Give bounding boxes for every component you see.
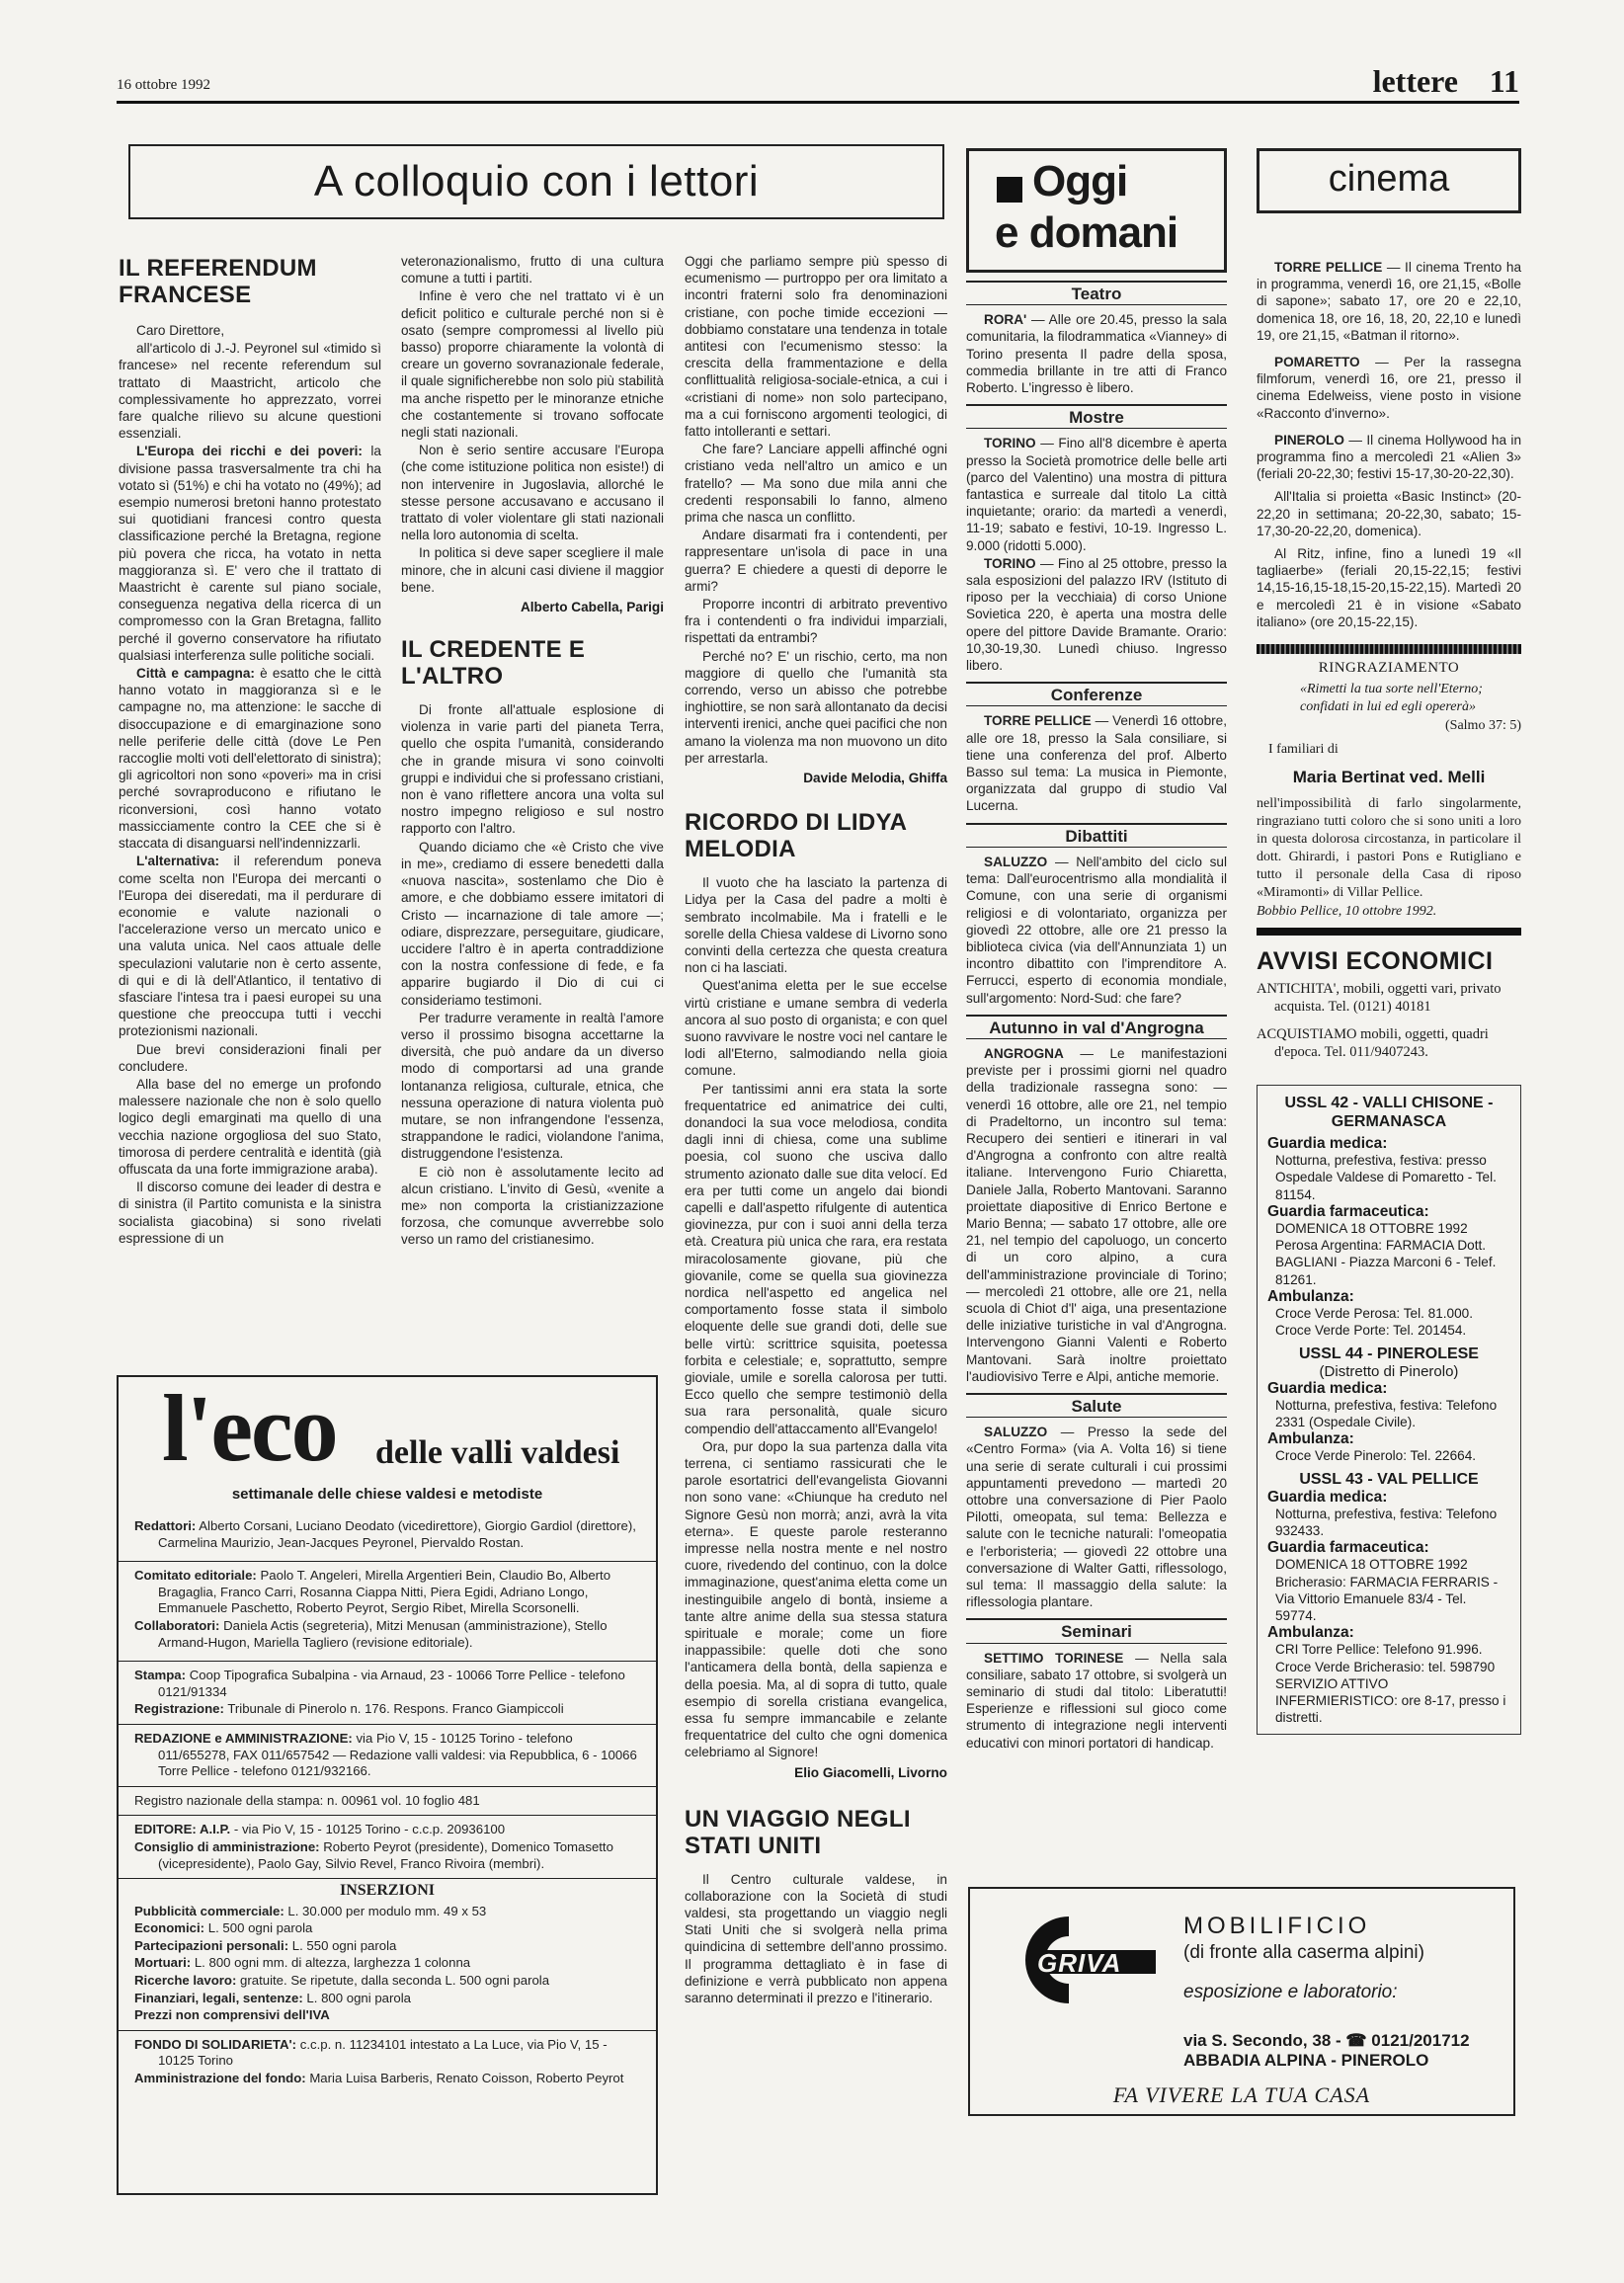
eco-inserzione: [134, 1920, 640, 1937]
credente-signature: Davide Melodia, Ghiffa: [803, 771, 947, 786]
avviso-item: ACQUISTIAMO mobili, oggetti, quadri d'epoca. Tel. 011/9407243.: [1257, 1026, 1489, 1061]
oggi-item-text: — Presso la sede del «Centro Forma» (via A. Volta 16) si tiene una serie di serate culturali i cui prossimi appuntamenti prevedono — martedì 20 ottobre una conversazione di Pier Paolo Pilotti, omeopata, sul tema: Bellezza e salute con le tecniche naturali: l'omeopatia e l'erboristeria; — giovedì 22 ottobre una conversazione di Walter Gatti, riflessologo, sul tema: Il massaggio della salute: la riflessologia plantare.: [966, 1425, 1227, 1610]
eco-inserzione: [134, 2007, 640, 2024]
eco-inserzione: [134, 1904, 640, 1920]
ringraziamento-body: nell'impossibilità di farlo singolarmente, ringraziano tutti coloro che si sono uniti a loro in questa dolorosa circostanza, in particolare il dott. Ghirardi, i pastori Pons e Rutigliano e tutto il personale della Casa di riposo «Miramonti» di Villar Pellice.: [1257, 796, 1521, 901]
referendum-p5: Due brevi considerazioni finali per concludere.: [119, 1041, 381, 1074]
eco-fondo-text: c.c.p. n. 11234101 intestato a La Luce, via Pio V, 15 - 10125 Torino: [158, 2036, 608, 2069]
eco-consiglio-text: Roberto Peyrot (presidente), Domenico Tomasetto (vicepresidente), Paolo Gay, Silvio Revel, Franco Rivoira (membri).: [158, 1838, 613, 1871]
eco-logo-main: l'eco: [162, 1375, 337, 1481]
ringraziamento-intro: I familiari di: [1268, 742, 1339, 758]
ringraziamento-quote: «Rimetti la tua sorte nell'Eterno; confidati in lui ed egli opererà»: [1300, 682, 1483, 715]
ricordo-p2: Quest'anima eletta per le sue eccelse virtù cristiane e umane sembra di vederla ancora al suo posto di organista; e con quel suono ravvivare le nostre voci nel cantare le lodi all'Eterno, salmodiando nella gioia comune.: [685, 978, 947, 1079]
oggi-section: [966, 404, 1227, 674]
eco-inserzione-text: L. 30.000 per modulo mm. 49 x 53: [287, 1903, 487, 1918]
eco-redattori: [134, 1518, 640, 1551]
cinema-item: [1257, 259, 1521, 344]
eco-inserzione-text: L. 800 ogni mm. di altezza, larghezza 1 colonna: [194, 1955, 471, 1971]
oggi-icon: [997, 177, 1022, 203]
eco-collaboratori-label: Collaboratori:: [134, 1617, 220, 1633]
colloquio-banner: [128, 144, 944, 219]
cinema: [1257, 148, 1521, 1735]
oggi-section: [966, 1015, 1227, 1385]
ringraziamento-title: RINGRAZIAMENTO: [1318, 660, 1460, 677]
oggi-section-heading: Dibattiti: [966, 823, 1227, 848]
ussl-entry-label: Guardia farmaceutica:: [1267, 1539, 1429, 1557]
viaggio-title: UN VIAGGIO NEGLI STATI UNITI: [685, 1805, 911, 1859]
eco-inserzione-label: Pubblicità commerciale:: [134, 1903, 284, 1918]
eco-stampa-text: Coop Tipografica Subalpina - via Arnaud, 23 - 10066 Torre Pellice - telefono 0121/91334: [158, 1668, 625, 1699]
oggi-section-heading: Mostre: [966, 404, 1227, 429]
oggi-section-heading: Seminari: [966, 1618, 1227, 1643]
referendum-salutation: Caro Direttore,: [136, 323, 225, 338]
credente-p4: E ciò non è assolutamente lecito ad alcun cristiano. L'invito di Gesù, «venite a me» non comporta la cristianizzazione forzosa, che comunque avverrebbe solo verso un ramo del cristianesimo.: [401, 1164, 664, 1248]
eco-amm-fondo-text: Maria Luisa Barberis, Renato Coisson, Roberto Peyrot: [309, 2071, 624, 2086]
ussl-entry: [1267, 1135, 1510, 1203]
eco-redazione: [134, 1731, 640, 1780]
cinema-item: All'Italia si proietta «Basic Instinct» (20-22,20 in settimana; 20-22,30, sabato; 15-17,30-20-22,20, domenica).: [1257, 489, 1521, 538]
eco-subtitle: settimanale delle chiese valdesi e metodiste: [231, 1486, 543, 1503]
cinema-title: cinema: [1328, 158, 1450, 200]
eco-amm-fondo: [134, 2071, 640, 2087]
eco-comitato-label: Comitato editoriale:: [134, 1568, 257, 1584]
oggi-item-place: SETTIMO TORINESE: [984, 1650, 1124, 1666]
credente-p3: Per tradurre veramente in realtà l'amore verso il prossimo bisogna accettarne la diversità, che può andare da un diverso modo di comportarsi ad una grande lontananza religiosa, culturale, etnica, che nessuna operazione di natura violenta può mutare, se non infrangendone l'essenza, strappandone le radici, violandone l'anima, distruggendone l'esistenza.: [401, 1010, 664, 1162]
referendum-p11: In politica si deve saper scegliere il male minore, che in alcuni casi diviene il maggior bene.: [401, 545, 664, 595]
header-date: 16 ottobre 1992: [117, 77, 210, 93]
header-section: lettere: [1372, 63, 1458, 99]
ricordo-signature: Elio Giacomelli, Livorno: [794, 1764, 947, 1780]
cinema-item: [1257, 354, 1521, 422]
griva-logo: [1000, 1911, 1158, 2009]
ussl-entry: [1267, 1288, 1510, 1340]
referendum-p1: all'articolo di J.-J. Peyronel sul «timido sì francese» nel recente referendum sul trattato di Maastricht, articolo che complessivamente ho apprezzato, vorrei fare qualche rilievo su alcune questioni essenziali.: [119, 341, 381, 442]
oggi-item-text: — Fino all'8 dicembre è aperta presso la Società promotrice delle belle arti (parco del Valentino) una mostra di pittura fantastica e surreale dal titolo La città inquietante; orario: da martedì a venerdì, 11-19; sabato e festivi, 10-19. Ingresso L. 9.000 (ridotti 5.000).: [966, 436, 1227, 553]
oggi-section-heading: Conferenze: [966, 682, 1227, 706]
ussl-entry-label: Ambulanza:: [1267, 1624, 1354, 1642]
oggi-section: [966, 281, 1227, 396]
ringraziamento: [1257, 644, 1521, 936]
referendum-p2: [119, 443, 381, 664]
page-number: 11: [1489, 63, 1519, 99]
cinema-item: Al Ritz, infine, fino a lunedì 19 «Il tagliaerbe» (feriali 20,15-22,15; festivi 14,15-16,15-18,15-20,15-22,15). Martedì 20 e mercoledì 21 è in visione «Sabato italiano» (ore 20,15-22,15).: [1257, 546, 1521, 629]
cinema-item-text: — Il cinema Hollywood ha in programma fino a mercoledì 21 «Alien 3» (feriali 20-22,30; festivi 15-17,30-20-22,30).: [1257, 432, 1522, 482]
ussl-entry: [1267, 1489, 1510, 1540]
ussl-entry-label: Ambulanza:: [1267, 1430, 1354, 1448]
oggi-item-text: — Nella sala consiliare, sabato 17 ottobre, si svolgerà un seminario di studi dal titolo: Liberatutti! Esperienze e riflessioni sul gioco come strumento di integrazione negli interventi educativi con minori portatori di handicap.: [966, 1650, 1228, 1751]
oggi-item-place: TORINO: [984, 436, 1036, 451]
eco-collaboratori-text: Daniela Actis (segreteria), Mitzi Menusan (amministrazione), Stello Armand-Hugon, Mariella Tagliero (revisione editoriale).: [158, 1617, 608, 1650]
oggi-title-line1: Oggi: [1032, 157, 1128, 205]
griva-logo-text: GRIVA: [1037, 1948, 1122, 1978]
ussl43-title: USSL 43 - VAL PELLICE: [1299, 1470, 1479, 1488]
oggi-item: [966, 712, 1227, 814]
oggi-section: [966, 823, 1227, 1007]
eco-stampa-label: Stampa:: [134, 1668, 187, 1683]
avvisi-economici: [1257, 947, 1521, 1061]
column-3: [685, 253, 947, 2007]
eco-inserzione: [134, 1991, 640, 2007]
eco-redazione-label: REDAZIONE e AMMINISTRAZIONE:: [134, 1730, 353, 1746]
eco-inserzione-label: Mortuari:: [134, 1955, 192, 1971]
oggi-item: [966, 555, 1227, 674]
referendum-p2-label: L'Europa dei ricchi e dei poveri:: [136, 444, 363, 459]
oggi-section-heading: Salute: [966, 1393, 1227, 1418]
ussl-entry: [1267, 1624, 1510, 1726]
griva-address: via S. Secondo, 38 - ☎ 0121/201712: [1183, 2031, 1470, 2050]
eco-inserzione-label: Ricerche lavoro:: [134, 1973, 237, 1989]
oggi-item-place: SALUZZO: [984, 1425, 1048, 1440]
referendum-p7: Il discorso comune dei leader di destra e di sinistra (il Partito comunista e la sinistra socialista giacobina) si sono rivelati espressione di un: [119, 1180, 381, 1246]
griva-line1: esposizione e laboratorio:: [1183, 1982, 1398, 2002]
ussl-entry-label: Guardia farmaceutica:: [1267, 1202, 1429, 1220]
oggi-item-text: — Nell'ambito del ciclo sul tema: Dall'eurocentrismo alla mondialità il Comune, con una serie di organismi religiosi e di volontariato, organizza per giovedì 22 ottobre, alle ore 21 presso la biblioteca civica (via dell'Annunziata 1) un incontro dibattito con l'imprenditore A. Ferrucci, esperto di economia mondiale, sull'argomento: Nord-Sud: che fare?: [966, 854, 1228, 1006]
referendum-p2-text: la divisione passa trasversalmente tra chi ha votato sì (51%) e chi ha votato no (49%); ad esempio numerosi bretoni hanno protestato sui quotidiani francesi contro questa classificazione perché la Bretagna, regione più povera che ricca, ha votato in netta maggioranza sì. E' vero che il trattato di Maastricht è carente sul piano sociale, conseguenza negativa della ricerca di un compromesso con la Gran Bretagna, fallito perché il governo conservatore ha rifiutato qualsiasi interferenza sulle politiche sociali.: [119, 444, 381, 663]
oggi-item-place: ANGROGNA: [984, 1045, 1064, 1061]
eco-logo: [134, 1375, 640, 1482]
credente-p1: Di fronte all'attuale esplosione di violenza in varie parti del pianeta Terra, quello che ospita l'umanità, considerando che in grande misura vi sono coinvolti gruppi e individui che si professano cristiani, non è vano riflettere ancora una volta sul nostro impegno religioso e sul nostro rapporto con l'altro.: [401, 702, 664, 837]
oggi-item-text: — Venerdì 16 ottobre, alle ore 18, presso la Sala consiliare, si tiene una conferenza del prof. Alberto Basso sul tema: La musica in Piemonte, organizzata dal gruppo di studio Val Lucerna.: [966, 713, 1227, 814]
eco-inserzione-label: Partecipazioni personali:: [134, 1937, 289, 1953]
eco-comitato: [134, 1568, 640, 1617]
oggi-section-heading: Autunno in val d'Angrogna: [966, 1015, 1227, 1039]
eco-fondo: [134, 2037, 640, 2070]
credente-p6: Che fare? Lanciare appelli affinché ogni cristiano veda nell'altro un amico e un fratello? — Ma sono due mila anni che credenti responsabili lo fanno, almeno prima che nasca un conflitto.: [685, 442, 947, 526]
oggi-sections: [966, 281, 1227, 1752]
viaggio-p1: Il Centro culturale valdese, in collaborazione con la Società di studi valdesi, sta progettando un viaggio negli Stati Uniti che si svolgerà nella prima quindicina di settembre dell'anno prossimo. Il programma dettagliato è in fase di definizione e verrà pubblicato non appena saranno determinati il prezzo e l'itinerario.: [685, 1871, 947, 2006]
ussl-entry-label: Guardia medica:: [1267, 1135, 1388, 1153]
eco-consiglio: [134, 1839, 640, 1872]
oggi-item-place: TORRE PELLICE: [984, 713, 1092, 729]
eco-inserzione-text: L. 500 ogni parola: [207, 1920, 313, 1936]
cinema-item-text: — Per la rassegna filmforum, venerdì 16, ore 21, presso il cinema Edelweiss, viene posto in visione «Racconto d'inverno».: [1257, 355, 1521, 421]
eco-inserzioni-title: INSERZIONI: [339, 1882, 436, 1900]
referendum-title: IL REFERENDUM FRANCESE: [119, 255, 317, 308]
referendum-p3-label: Città e campagna:: [136, 666, 255, 682]
eco-inserzione: [134, 1955, 640, 1972]
ussl44-title: USSL 44 - PINEROLESE: [1299, 1345, 1479, 1362]
eco-redazione-text: via Pio V, 15 - 10125 Torino - telefono 011/655278, FAX 011/657542 — Redazione valli valdesi: via Repubblica, 6 - 10066 Torre Pellice - telefono 0121/932166.: [158, 1730, 637, 1779]
avvisi-title: AVVISI ECONOMICI: [1257, 947, 1494, 976]
eco-registro: Registro nazionale della stampa: n. 00961 vol. 10 foglio 481: [134, 1792, 480, 1808]
oggi-item-text: — Fino al 25 ottobre, presso la sala esposizioni del palazzo IRV (Istituto di riposo per la vecchiaia) di corso Unione Sovietica 220, è aperta una mostra delle opere del pittore Davide Bramante. Orario: 10,30-19,30. Lunedì chiuso. Ingresso libero.: [966, 555, 1227, 674]
referendum-p3: [119, 665, 381, 852]
credente-p5: Oggi che parliamo sempre più spesso di ecumenismo — purtroppo per ora limitato a incontri fraterni solo fra denominazioni cristiane, con poche timide eccezioni — dobbiamo constatare una tendenza in totale antitesi con l'ecumenismo stesso: la crescita della frammentazione e della conflittualità religiosa-sociale-etnica, a cui i «cristiani di nome» non solo partecipano, ma a cui forniscono argomenti teologici, di fatto intolleranti e settari.: [685, 254, 947, 440]
referendum-p6: Alla base del no emerge un profondo malessere nazionale che non è solo quello logico degli emarginati ma quello di una vecchia nazione orgogliosa del suo Stato, timorosa di perdere centralità e identità (già offuscata da una forte immigrazione araba).: [119, 1076, 381, 1177]
oggi-section: [966, 1393, 1227, 1610]
oggi-item: [966, 1424, 1227, 1610]
eco-inserzione-label: Economici:: [134, 1920, 205, 1936]
eco-inserzione-text: L. 800 ogni parola: [306, 1990, 412, 2005]
ussl-entry-text: Notturna, prefestiva, festiva: presso Ospedale Valdese di Pomaretto - Tel. 81154.: [1275, 1153, 1497, 1202]
ussl-entry-label: Guardia medica:: [1267, 1379, 1388, 1397]
referendum-p3-text: è esatto che le città hanno votato in maggioranza sì e le campagne no, ma attenzione: le sacche di disoccupazione e di emarginazione sono nelle periferie delle città (dove Le Pen raccoglie molti voti dell'elettorato di sinistra); gli agricoltori non sono «poveri» ma in crisi perché sovraproducono e rifiutano le riconversioni, così hanno votato massicciamente contro la CEE che si è staccata di disanguarsi nell'indennizzarli.: [119, 666, 381, 852]
eco-fondo-label: FONDO DI SOLIDARIETA':: [134, 2036, 297, 2052]
eco-consiglio-label: Consiglio di amministrazione:: [134, 1838, 320, 1854]
eco-amm-fondo-label: Amministrazione del fondo:: [134, 2071, 306, 2086]
eco-registrazione: [134, 1701, 640, 1718]
oggi-item: [966, 854, 1227, 1007]
griva-slogan: FA VIVERE LA TUA CASA: [1112, 2082, 1371, 2107]
ussl43-list: [1267, 1489, 1510, 1727]
cinema-item-place: PINEROLO: [1274, 432, 1344, 448]
eco-inserzione-text: gratuite. Se ripetute, dalla seconda L. 500 ogni parola: [240, 1973, 550, 1989]
referendum-p4-text: il referendum poneva come scelta non l'Europa dei mercanti o l'Europa dei diseredati, ma il perdurare di economie e valute nazionali o l'accelerazione verso un mercato unico e una valuta unica. Nel caos attuale delle speculazioni valutarie non è certo assente, di qui e di là dell'Atlantico, il tentativo di sfasciare l'intesa tra i paesi europei su una questione che preoccupa tutti i vecchi protezionismi nazionali.: [119, 854, 381, 1039]
griva-sub: (di fronte alla caserma alpini): [1183, 1942, 1424, 1963]
ricordo-title: RICORDO DI LIDYA MELODIA: [685, 809, 907, 863]
cinema-item-text: — Il cinema Trento ha in programma, venerdì 16, ore 21,15, «Bolle di sapone»; sabato 17, ore 20 e 22,10, domenica 18, ore 16, 18, 20, 22,10 e lunedì 19, ore 21,15, «Batman il ritorno».: [1257, 260, 1522, 343]
eco-editore-text: - via Pio V, 15 - 10125 Torino - c.c.p. 20936100: [233, 1822, 506, 1837]
oggi-item: [966, 311, 1227, 396]
referendum-p4-label: L'alternativa:: [136, 854, 220, 869]
referendum-signature: Alberto Cabella, Parigi: [520, 600, 664, 615]
ussl-entry-text: Croce Verde Perosa: Tel. 81.000. Croce Verde Porte: Tel. 201454.: [1275, 1306, 1474, 1339]
oggi-item: [966, 1045, 1227, 1385]
column-2: [401, 253, 664, 1250]
eco-registrazione-text: Tribunale di Pinerolo n. 176. Respons. Franco Giampiccoli: [227, 1701, 564, 1717]
eco-inserzione: [134, 1938, 640, 1955]
ussl-entry-text: Croce Verde Pinerolo: Tel. 22664.: [1275, 1448, 1477, 1464]
ringraziamento-bar: [1257, 644, 1521, 654]
griva-city: ABBADIA ALPINA - PINEROLO: [1183, 2051, 1429, 2070]
eco-redattori-label: Redattori:: [134, 1518, 197, 1533]
ussl-entry-text: Notturna, prefestiva, festiva: Telefono 932433.: [1275, 1506, 1498, 1538]
oggi-item-place: SALUZZO: [984, 854, 1048, 869]
credente-p9: Perché no? E' un rischio, certo, ma non maggiore di quello che l'umanità sta correndo, verso un abisso che potrebbe inghiottire, se non sarà allontanato da decisi interventi irenici, anche quei pacifici che non amano la violenza ma non muovono un dito per arrestarla.: [685, 648, 947, 766]
article-referendum: [119, 255, 381, 1248]
avviso-item: ANTICHITA', mobili, oggetti vari, privato acquista. Tel. (0121) 40181: [1257, 981, 1502, 1016]
cinema-item-place: POMARETTO: [1274, 355, 1360, 370]
eco-logo-rest: delle valli valdesi: [375, 1434, 620, 1471]
ussl-box: [1257, 1085, 1521, 1735]
cinema-list: [1257, 259, 1521, 630]
credente-p2: Quando diciamo che «è Cristo che vive in me», crediamo di essere benedetti dalla «nuova nascita», sostenlamo che Dio è amore, e che dobbiamo essere imitatori di Cristo — incarnazione di tale amore —; odiare, disprezzare, perseguitare, giudicare, uccidere l'altro è in aperta contraddizione con la nostra confessione di fede, e fa apparire bugiardo il Dio di cui ci consideriamo testimoni.: [401, 839, 664, 1008]
referendum-p4: [119, 853, 381, 1039]
oggi-section-heading: Teatro: [966, 281, 1227, 305]
ussl44-sub: (Distretto di Pinerolo): [1319, 1362, 1459, 1380]
referendum-p8: veteronazionalismo, frutto di una cultura comune a tutti i partiti.: [401, 254, 664, 286]
ringraziamento-name: Maria Bertinat ved. Melli: [1292, 768, 1486, 787]
eco-inserzione-label: Prezzi non comprensivi dell'IVA: [134, 2007, 330, 2023]
eco-inserzioni-list: [134, 1904, 640, 2024]
oggi-item-place: RORA': [984, 312, 1027, 328]
griva-name: MOBILIFICIO: [1183, 1913, 1371, 1939]
oggi-item-text: — Alle ore 20.45, presso la sala comunitaria, la filodrammatica «Vianney» di Torino presenta Il padre della sposa, commedia brillante in tre atti di Franco Roberto. L'ingresso è libero.: [966, 312, 1227, 396]
ussl-entry-text: Notturna, prefestiva, festiva: Telefono 2331 (Ospedale Civile).: [1275, 1397, 1498, 1429]
ricordo-p4: Ora, pur dopo la sua partenza dalla vita terrena, ci sentiamo rassicurati che le parole esortatrici dell'evangelista Giovanni non sono vane: «Chiunque ha creduto nel Signore Gesù non morrà; anzi, avrà la vita eterna». E queste parole resteranno impresse nella nostra mente e nel nostro cuore, rivedendo del continuo, con la dolce immaginazione, quest'anima eletta come un inestinguibile angelo di bontà, insieme a tante altre anime della sua stessa statura spirituale e morale; come un fiore inappassibile: quelle doti che sono l'anticamera della bontà, della sapienza e della poesia. Ma, al di sopra di tutto, quale esempio di sorella cristiana evangelica, essa fu sempre immancabile e zelante frequentatrice del culto che ogni domenica celebriamo al Signore!: [685, 1438, 947, 1760]
eco-stampa: [134, 1668, 640, 1700]
ussl-entry: [1267, 1539, 1510, 1624]
eco-collaboratori: [134, 1618, 640, 1651]
ricordo-p3: Per tantissimi anni era stata la sorte frequentatrice ed animatrice dei culti, donandoci la sua voce melodiosa, condita dagli inni di chiesa, come una sublime poesia, col suono che usciva dallo strumento azionato dalle sue dita velocí. Ed era per tutti come un angelo dai biondi capelli e dall'aspetto rifulgente di autentica giovinezza, pur con i suoi anni della terza età. Creatura più unica che rara, era restata miracolosamente giovane, più che giovanile, come se quella sua giovinezza nordica nell'aspetto ed angelica nel comportamento fosse stata il simbolo eloquente delle sue grandi doti, delle sue belle virtù: scrittrice squisita, poetessa forbita e celestiale; e, soprattutto, sempre gioviale, umile e sorella calorosa per tutti. Ecco quello che sempre testimoniò della sua rara personalità, quale sicuro compendio dell'attaccamento all'Evangelo!: [685, 1081, 947, 1436]
ussl42-title: USSL 42 - VALLI CHISONE - GERMANASCA: [1284, 1095, 1494, 1131]
referendum-p9: Infine è vero che nel trattato vi è un deficit politico e culturale perché non si è osato (sempre compromessi al livello più basso) proporre chiaramente la volontà di creare un governo sovranazionale federale, il quale significherebbe non solo più stabilità ma anche rispetto per le minoranze etniche che costantemente si trovano soffocate negli stati nazionali.: [401, 288, 664, 441]
eco-inserzione-label: Finanziari, legali, sentenze:: [134, 1990, 303, 2005]
eco-editore-label: EDITORE: A.I.P.: [134, 1822, 231, 1837]
ricordo-p1: Il vuoto che ha lasciato la partenza di Lidya per la Casa del padre a molti è sembrato incolmabile. Ma i fratelli e le sorelle della Chiesa valdese di Livorno sono convinti della certezza che questa creatura non ci ha lasciati.: [685, 875, 947, 976]
oggi-section: [966, 682, 1227, 814]
oggi-title-line2: e domani: [995, 208, 1178, 257]
eco-comitato-text: Paolo T. Angeleri, Mirella Argentieri Bein, Claudio Bo, Alberto Bragaglia, Franco Carri, Rosanna Ciappa Nitti, Piera Egidi, Adriano Longo, Emmanuele Paschetto, Roberto Peyrot, Sergio Ribet, Mirella Scorsonelli.: [158, 1568, 611, 1616]
eco-masthead: [117, 1375, 658, 2195]
ussl-entry-label: Ambulanza:: [1267, 1287, 1354, 1305]
ussl-entry-text: DOMENICA 18 OTTOBRE 1992 Perosa Argentina: FARMACIA Dott. BAGLIANI - Piazza Marconi 6 - Telef. 81261.: [1275, 1221, 1497, 1287]
ussl-entry: [1267, 1430, 1510, 1464]
eco-registrazione-label: Registrazione:: [134, 1701, 224, 1717]
oggi-item: [966, 1650, 1227, 1752]
header-rule: [117, 101, 1519, 104]
ussl42-list: [1267, 1135, 1510, 1339]
credente-p8: Proporre incontri di arbitrato preventivo fra i contendenti o fra individui imparziali, rispettati da entrambi?: [685, 597, 947, 646]
ussl-entry-text: CRI Torre Pellice: Telefono 91.996. Croce Verde Bricherasio: tel. 598790 SERVIZIO ATTIVO INFERMIERISTICO: ore 8-17, presso i distretti.: [1275, 1642, 1506, 1726]
ussl-entry-label: Guardia medica:: [1267, 1488, 1388, 1506]
eco-inserzione: [134, 1973, 640, 1990]
oggi-item-place: TORINO: [984, 555, 1036, 571]
credente-p7: Andare disarmati fra i contendenti, per rappresentare un'isola di pace in una guerra? E chiedere a questi di deporre le armi?: [685, 528, 947, 594]
ussl-entry: [1267, 1380, 1510, 1431]
oggi-item: [966, 435, 1227, 553]
griva-ad: [968, 1887, 1515, 2116]
cinema-title-box: [1257, 148, 1521, 213]
ussl44-list: [1267, 1380, 1510, 1465]
eco-redattori-text: Alberto Corsani, Luciano Deodato (vicedirettore), Giorgio Gardiol (direttore), Carmelina Maurizio, Jean-Jacques Peyronel, Piervaldo Rostan.: [158, 1518, 636, 1550]
oggi-title-box: [966, 148, 1227, 273]
ringraziamento-bottom-rule: [1257, 928, 1521, 936]
eco-editore: [134, 1822, 640, 1838]
oggi-section: [966, 1618, 1227, 1751]
ussl-entry: [1267, 1203, 1510, 1288]
ringraziamento-ref: (Salmo 37: 5): [1445, 718, 1521, 734]
referendum-p10: Non è serio sentire accusare l'Europa (che come istituzione politica non esiste!) di non intervenire in Jugoslavia, allorché le stesse persone accusavano e accusano il trattato di voler violentare gli stati nazionali nella loro autonomia di scelta.: [401, 443, 664, 543]
oggi-domani: [966, 148, 1227, 1753]
credente-title: IL CREDENTE E L'ALTRO: [401, 636, 586, 691]
ussl-entry-text: DOMENICA 18 OTTOBRE 1992 Bricherasio: FARMACIA FERRARIS - Via Vittorio Emanuele 83/4 - Tel. 59774.: [1275, 1557, 1499, 1623]
eco-inserzione-text: L. 550 ogni parola: [291, 1937, 397, 1953]
colloquio-banner-title: A colloquio con i lettori: [313, 157, 760, 205]
cinema-item-place: TORRE PELLICE: [1274, 260, 1383, 275]
ringraziamento-place-date: Bobbio Pellice, 10 ottobre 1992.: [1257, 904, 1437, 920]
cinema-item: [1257, 432, 1521, 483]
oggi-item-text: — Le manifestazioni previste per i prossimi giorni nel quadro della tradizionale rassegna sono: — venerdì 16 ottobre, alle ore 21, nel tempio di Pradeltorno, un incontro sul tema: Recupero dei sentieri e itinerari in val d'Angrogna a confronto con altre realtà italiane. Intervengono Furio Chiaretta, Daniele Jalla, Roberto Mantovani. Saranno proiettate diapositive di Enrico Bertone e Mario Benna; — sabato 17 ottobre, alle ore 21, nel tempio del capoluogo, un concerto di un coro alpino, a cura dell'amministrazione provinciale di Torino; — mercoledì 21 ottobre, alle ore 21, nella scuola di Chiot d'l' aiga, una presentazione delle iniziative turistiche in val d'Angrogna. Intervengono Gianni Valenti e Roberto Mantovani. Sarà inoltre proiettato l'audiovisivo Terre e Alpi, antiche memorie.: [966, 1045, 1227, 1384]
